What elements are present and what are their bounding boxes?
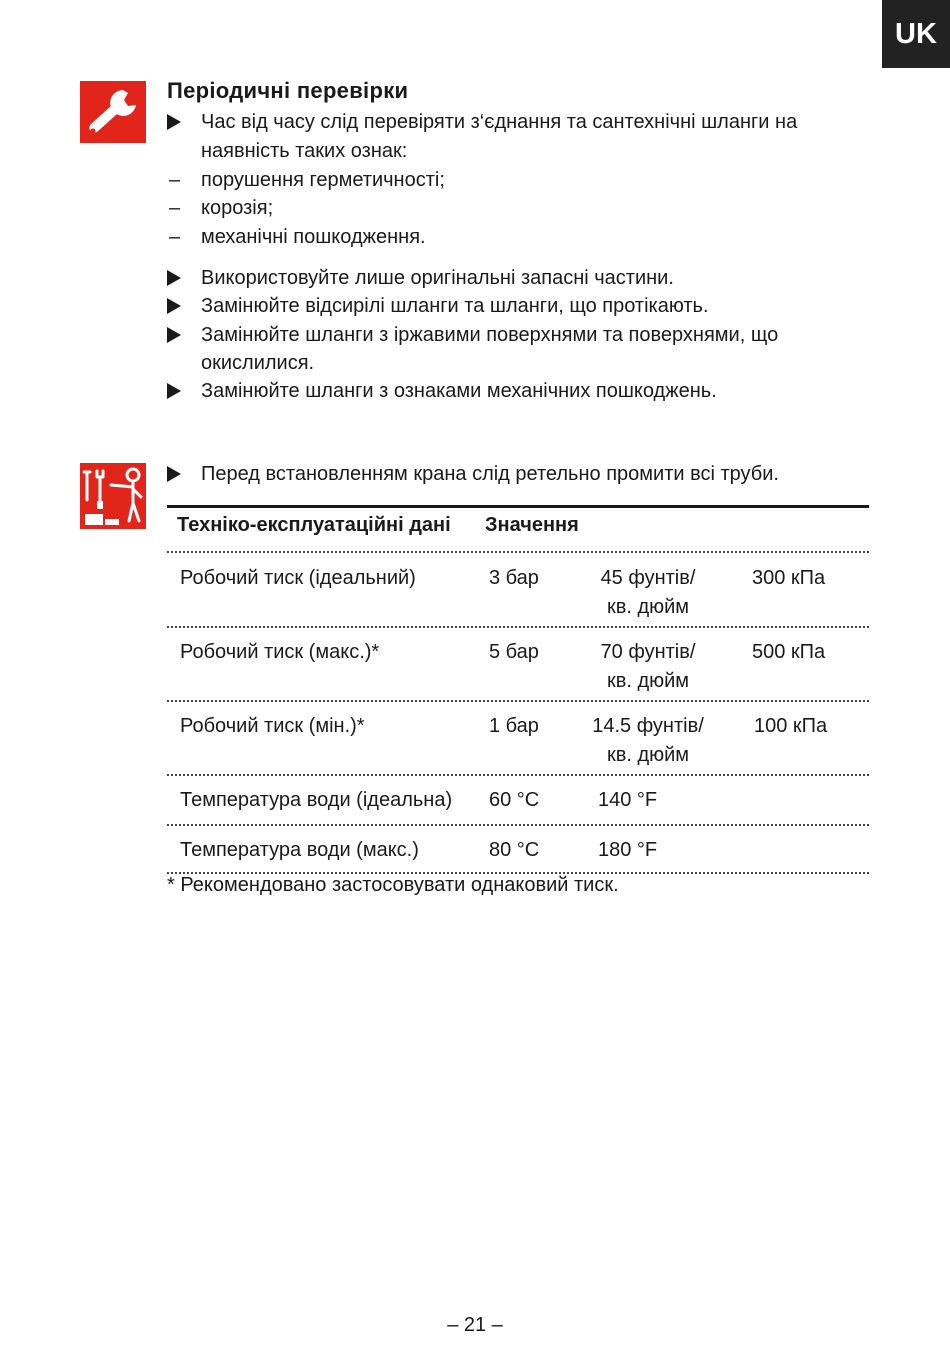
table-cell-celsius: 60 °C xyxy=(489,789,540,811)
table-cell-psi: 45 фунтів/ кв. дюйм xyxy=(600,567,696,618)
table-cell-psi: 70 фунтів/ кв. дюйм xyxy=(600,641,696,692)
table-divider xyxy=(167,824,869,826)
table-cell-fahrenheit: 140 °F xyxy=(598,789,658,811)
installer-tools-icon xyxy=(80,463,146,529)
table-header-value: Значення xyxy=(485,514,579,536)
table-cell-kpa: 100 кПа xyxy=(754,715,828,737)
table-cell-param: Температура води (макс.) xyxy=(180,839,419,861)
table-divider xyxy=(167,626,869,628)
table-cell-param: Робочий тиск (ідеальний) xyxy=(180,567,416,589)
table-cell-bar: 3 бар xyxy=(489,567,539,589)
table-cell-param: Робочий тиск (макс.)* xyxy=(180,641,380,663)
page-number: – 21 – xyxy=(447,1314,503,1336)
bullet-triangle-icon xyxy=(167,114,181,130)
bullet-triangle-icon xyxy=(167,466,181,482)
table-divider xyxy=(167,551,869,553)
table-divider xyxy=(167,700,869,702)
table-cell-fahrenheit: 180 °F xyxy=(598,839,658,861)
table-cell-kpa: 500 кПа xyxy=(752,641,826,663)
table-top-rule xyxy=(167,505,869,508)
table-cell-bar: 5 бар xyxy=(489,641,539,663)
table-cell-kpa: 300 кПа xyxy=(752,567,826,589)
bullet-triangle-icon xyxy=(167,327,181,343)
table-cell-celsius: 80 °C xyxy=(489,839,540,861)
language-tab: UK xyxy=(882,0,950,68)
table-cell-param: Температура води (ідеальна) xyxy=(180,789,453,811)
section-title: Періодичні перевірки xyxy=(167,78,409,103)
table-cell-psi: 14.5 фунтів/ кв. дюйм xyxy=(592,715,704,766)
bullet-triangle-icon xyxy=(167,298,181,314)
table-header-param: Техніко-експлуатаційні дані xyxy=(177,514,451,536)
bullet-triangle-icon xyxy=(167,383,181,399)
bullet-triangle-icon xyxy=(167,270,181,286)
table-cell-param: Робочий тиск (мін.)* xyxy=(180,715,365,737)
wrench-icon xyxy=(80,81,146,143)
table-cell-bar: 1 бар xyxy=(489,715,539,737)
table-divider xyxy=(167,774,869,776)
footnote: * Рекомендовано застосовувати однаковий тиск. xyxy=(167,874,619,896)
